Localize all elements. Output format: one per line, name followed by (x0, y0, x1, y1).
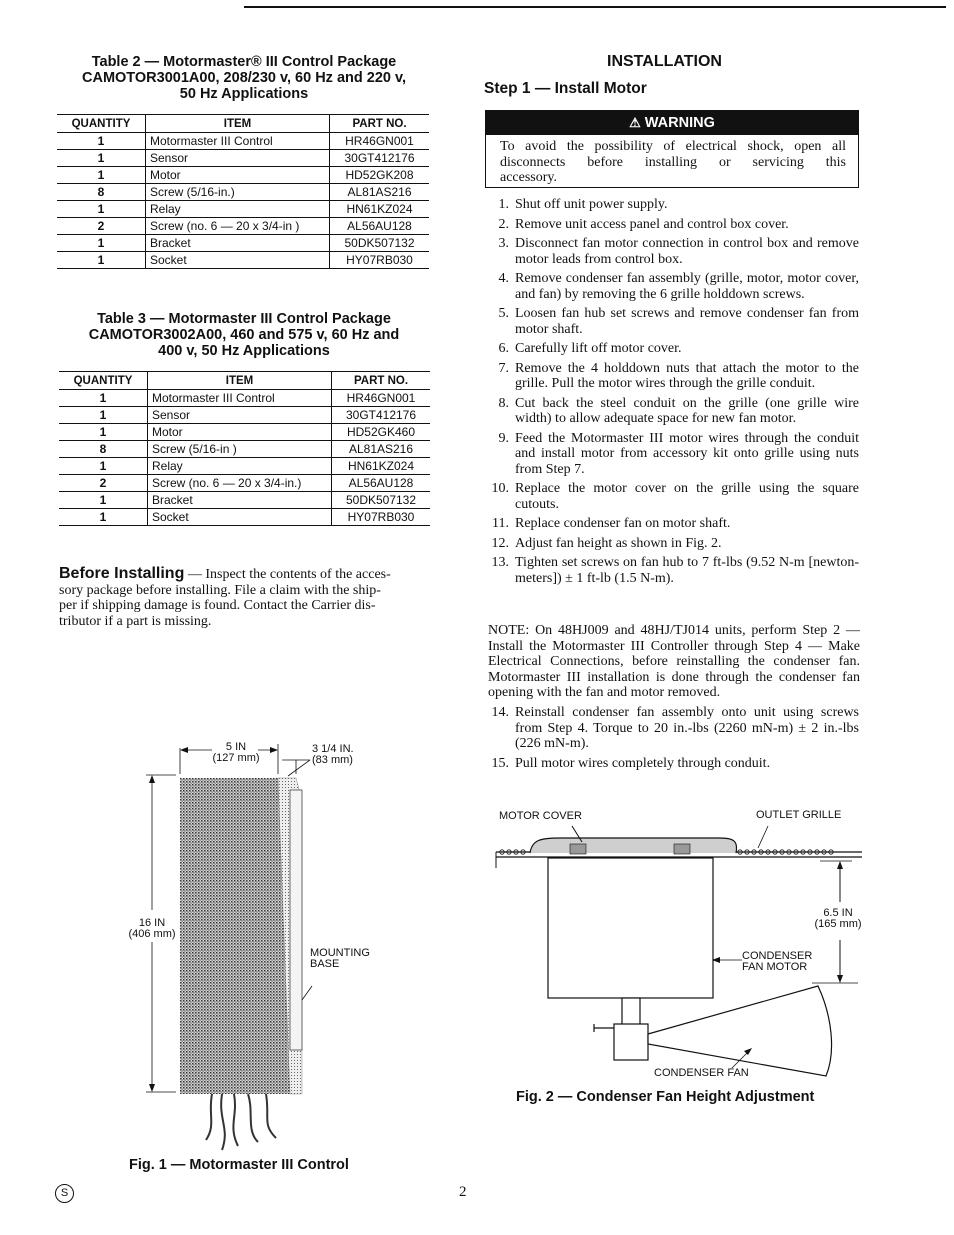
install-step-text: Pull motor wires completely through conduit. (515, 755, 771, 771)
motor-cover-bracket-left (570, 844, 586, 854)
table2 (57, 114, 429, 269)
installation-heading: INSTALLATION (607, 53, 722, 70)
fig1-mounting-line2: BASE (310, 958, 340, 970)
warning-header (486, 111, 858, 135)
table3-title-line1: Table 3 — Motormaster III Control Package (97, 311, 391, 327)
table2-cell-quantity: 1 (57, 133, 146, 150)
table3-row (59, 458, 430, 475)
fig1-caption: Fig. 1 — Motormaster III Control (129, 1157, 349, 1173)
step1-heading: Step 1 — Install Motor (484, 80, 647, 97)
install-step-text: Shut off unit power supply. (515, 197, 668, 212)
fig2-drawing (490, 820, 870, 1090)
control-body (180, 778, 296, 1094)
install-step-number: 1. (498, 197, 509, 212)
table3-header-quantity: QUANTITY (59, 372, 148, 390)
install-step-number: 8. (498, 395, 509, 411)
fig1-mounting-base-label (310, 948, 370, 970)
table2-cell-quantity: 1 (57, 252, 146, 269)
before-installing-line1: — Inspect the contents of the acces- (184, 567, 391, 582)
warning-text (486, 135, 858, 190)
table3-cell-part-number: HY07RB030 (332, 509, 431, 526)
table3-cell-item: Relay (148, 458, 332, 475)
table2-title-line1: Table 2 — Motormaster® III Control Package (91, 54, 397, 70)
table2-cell-item: Motor (146, 167, 330, 184)
table2-row (57, 218, 429, 235)
fig1-dim-width (196, 742, 276, 764)
table3-row (59, 475, 430, 492)
fig2-height-mm: (165 mm) (814, 918, 862, 930)
install-step-number: 2. (498, 216, 509, 232)
fig1-dim-depth (312, 744, 354, 766)
table3-row (59, 509, 430, 526)
install-note: NOTE: On 48HJ009 and 48HJ/TJ014 units, perform Step 2 — Install the Motormaster III Controller through Step 4 — Make Electrical Connections, before reinstalling the condenser fan. Motormaster III installation is done through the condenser fan opening with the fan and motor removed. (488, 623, 860, 700)
motor-cover-bracket-right (674, 844, 690, 854)
fig2-motor-label (742, 951, 812, 973)
footer-registered-mark (55, 1184, 74, 1203)
fig1-drawing (120, 730, 400, 1160)
table2-cell-part-number: AL81AS216 (330, 184, 430, 201)
table3-cell-item: Screw (no. 6 — 20 x 3/4-in.) (148, 475, 332, 492)
fig1-dim-depth-mm: (83 mm) (312, 754, 353, 766)
table3-cell-part-number: HN61KZ024 (332, 458, 431, 475)
install-step (483, 341, 859, 357)
fig1-dim-height (124, 918, 180, 940)
install-step (483, 306, 859, 337)
install-step-number: 7. (498, 360, 509, 376)
install-step (483, 481, 859, 512)
warning-line1: To avoid the possibility of electrical shock, open all (500, 139, 846, 154)
install-step-text: Feed the Motormaster III motor wires through the conduit and install motor from accessory kit onto grille using nuts from Step 7. (515, 430, 859, 477)
fig1-dim-height-mm: (406 mm) (128, 928, 176, 940)
table2-row (57, 252, 429, 269)
table2-header-row (57, 115, 429, 133)
install-step (483, 555, 859, 586)
table3-cell-item: Bracket (148, 492, 332, 509)
dim-width-arrowhead-left (180, 747, 188, 753)
fig1-mounting-line1: MOUNTING (310, 947, 370, 959)
table2-cell-part-number: HD52GK208 (330, 167, 430, 184)
install-step-number: 13. (491, 555, 509, 570)
table3-cell-item: Sensor (148, 407, 332, 424)
table3-cell-item: Socket (148, 509, 332, 526)
install-step-number: 3. (498, 236, 509, 251)
install-step (483, 705, 859, 752)
fig2-fan-label: CONDENSER FAN (654, 1067, 749, 1079)
install-step-text: Adjust fan height as shown in Fig. 2. (515, 535, 722, 551)
install-step-number: 6. (498, 341, 509, 356)
table2-cell-quantity: 2 (57, 218, 146, 235)
warning-title: WARNING (644, 115, 715, 131)
install-step-number: 5. (498, 306, 509, 321)
before-installing-line3: per if shipping damage is found. Contact the Carrier dis- (59, 598, 376, 613)
table2-header-quantity: QUANTITY (57, 115, 146, 133)
install-step (483, 431, 859, 478)
table2-header-item: ITEM (146, 115, 330, 133)
install-step (483, 361, 859, 392)
dim-height-arrowhead-top (837, 861, 843, 869)
table3-header-item: ITEM (148, 372, 332, 390)
table2-row (57, 235, 429, 252)
fig1-dim-width-mm: (127 mm) (212, 752, 260, 764)
table3-header-row (59, 372, 430, 390)
fig1-dim-depth-in: 3 1/4 IN. (312, 743, 354, 755)
mounting-base (290, 790, 302, 1050)
table3-title (52, 311, 436, 359)
dim-height-arrowhead-top (149, 775, 155, 783)
mounting-base-leader (302, 986, 312, 1000)
install-step-number: 9. (498, 430, 509, 446)
table2-cell-quantity: 8 (57, 184, 146, 201)
fig2-height-in: 6.5 IN (823, 907, 853, 919)
install-step-text: Carefully lift off motor cover. (515, 341, 682, 356)
table3-cell-item: Motormaster III Control (148, 390, 332, 407)
install-step-number: 14. (491, 705, 509, 720)
table2-cell-part-number: 30GT412176 (330, 150, 430, 167)
table2-cell-item: Motormaster III Control (146, 133, 330, 150)
install-step (483, 197, 859, 213)
page-number: 2 (459, 1184, 467, 1200)
table2-cell-quantity: 1 (57, 150, 146, 167)
before-installing-heading: Before Installing (59, 565, 185, 582)
table2-row (57, 201, 429, 218)
fig2-motor-line2: FAN MOTOR (742, 961, 808, 973)
table3-title-line2: CAMOTOR3002A00, 460 and 575 v, 60 Hz and (88, 327, 400, 343)
table3-cell-part-number: AL81AS216 (332, 441, 431, 458)
condenser-fan-motor (548, 858, 713, 998)
table2-row (57, 133, 429, 150)
table2-title (52, 54, 436, 102)
fig1-dim-width-in: 5 IN (225, 741, 247, 753)
before-installing-line4: tributor if a part is missing. (59, 613, 212, 629)
before-installing-paragraph (59, 566, 435, 629)
fig2-outlet-grille-label: OUTLET GRILLE (756, 809, 842, 821)
warning-triangle-icon: ⚠ (629, 115, 641, 130)
table2-cell-part-number: AL56AU128 (330, 218, 430, 235)
install-step-number: 12. (491, 535, 509, 551)
table2-title-line2: CAMOTOR3001A00, 208/230 v, 60 Hz and 220 v, (82, 70, 406, 86)
dim-height-arrowhead-bottom (837, 975, 843, 983)
table3-header-part: PART NO. (332, 372, 431, 390)
table2-cell-part-number: 50DK507132 (330, 235, 430, 252)
table2-cell-part-number: HR46GN001 (330, 133, 430, 150)
table3-cell-part-number: HR46GN001 (332, 390, 431, 407)
table3-cell-part-number: AL56AU128 (332, 475, 431, 492)
table2-row (57, 150, 429, 167)
install-step-number: 11. (492, 516, 509, 531)
install-step (483, 396, 859, 427)
table3-cell-quantity: 1 (59, 407, 148, 424)
control-wires (206, 1094, 276, 1150)
table2-cell-item: Bracket (146, 235, 330, 252)
table2-cell-quantity: 1 (57, 201, 146, 218)
install-step-text: Disconnect fan motor connection in control box and remove motor leads from control box. (515, 236, 859, 267)
install-step (483, 536, 859, 552)
registered-icon: S (60, 1187, 69, 1199)
table2-row (57, 184, 429, 201)
outlet-grille-leader (758, 826, 768, 848)
install-step-number: 10. (491, 481, 509, 496)
table3-row (59, 407, 430, 424)
install-steps-list (483, 197, 859, 590)
install-steps-list-continued (483, 705, 859, 775)
table3-cell-part-number: 30GT412176 (332, 407, 431, 424)
warning-box (485, 110, 859, 188)
table3-cell-quantity: 2 (59, 475, 148, 492)
install-step-text: Replace the motor cover on the grille using the square cutouts. (515, 481, 859, 512)
fig2-motor-line1: CONDENSER (742, 950, 813, 962)
install-step-text: Reinstall condenser fan assembly onto unit using screws from Step 4. Torque to 20 in.-lbs (2260 mN-m) ± 2 in.-lbs (226 mN-m). (515, 705, 859, 751)
table2-cell-quantity: 1 (57, 235, 146, 252)
table3-cell-part-number: 50DK507132 (332, 492, 431, 509)
fan-hub (614, 1024, 648, 1060)
table3-body (59, 390, 430, 526)
table3-cell-quantity: 1 (59, 458, 148, 475)
table3-cell-item: Screw (5/16-in ) (148, 441, 332, 458)
table2-cell-item: Relay (146, 201, 330, 218)
table3-row (59, 424, 430, 441)
fig2-caption: Fig. 2 — Condenser Fan Height Adjustment (516, 1089, 815, 1105)
install-step (483, 217, 859, 233)
dim-height-arrowhead-bottom (149, 1084, 155, 1092)
table3-cell-quantity: 1 (59, 492, 148, 509)
dim-depth-leader2 (288, 760, 310, 776)
install-step-text: Loosen fan hub set screws and remove condenser fan from motor shaft. (515, 306, 859, 337)
table3 (59, 371, 430, 526)
top-rule (244, 6, 946, 8)
install-step-number: 4. (498, 271, 509, 286)
table2-header-part: PART NO. (330, 115, 430, 133)
motor-cover (530, 838, 737, 853)
table2-cell-item: Screw (no. 6 — 20 x 3/4-in ) (146, 218, 330, 235)
condenser-fan-blade (648, 986, 832, 1076)
install-step-text: Cut back the steel conduit on the grille (one grille wire width) to allow adequate space for new fan motor. (515, 395, 859, 426)
fig1-dim-height-in: 16 IN (138, 917, 166, 929)
table3-row (59, 441, 430, 458)
table3-cell-item: Motor (148, 424, 332, 441)
table3-row (59, 492, 430, 509)
fig2-motor-cover-label: MOTOR COVER (499, 810, 582, 822)
table3-cell-quantity: 1 (59, 509, 148, 526)
install-step (483, 236, 859, 267)
table2-row (57, 167, 429, 184)
install-step (483, 271, 859, 302)
table2-cell-item: Sensor (146, 150, 330, 167)
install-step-text: Remove the 4 holddown nuts that attach the motor to the grille. Pull the motor wires through the grille conduit. (515, 360, 859, 391)
table3-cell-quantity: 1 (59, 424, 148, 441)
table2-cell-part-number: HN61KZ024 (330, 201, 430, 218)
fig2-height-label (812, 908, 864, 930)
before-installing-line2: sory package before installing. File a claim with the ship- (59, 582, 381, 598)
install-step-text: Remove condenser fan assembly (grille, motor, motor cover, and fan) by removing the 6 grille holddown screws. (515, 271, 859, 302)
table3-cell-quantity: 8 (59, 441, 148, 458)
table2-cell-item: Screw (5/16-in.) (146, 184, 330, 201)
table3-title-line3: 400 v, 50 Hz Applications (158, 343, 330, 359)
table3-cell-part-number: HD52GK460 (332, 424, 431, 441)
install-step-text: Tighten set screws on fan hub to 7 ft-lbs (9.52 N-m [newton-meters]) ± 1 ft-lb (1.5 N-m). (515, 555, 859, 586)
warning-line3: accessory. (500, 170, 558, 185)
install-step (483, 516, 859, 532)
table2-body (57, 133, 429, 269)
table2-cell-quantity: 1 (57, 167, 146, 184)
warning-line2: disconnects before installing or servicing this (500, 154, 846, 170)
table2-title-line3: 50 Hz Applications (179, 86, 309, 102)
table2-cell-part-number: HY07RB030 (330, 252, 430, 269)
install-step-text: Remove unit access panel and control box cover. (515, 216, 789, 232)
table3-row (59, 390, 430, 407)
table2-cell-item: Socket (146, 252, 330, 269)
install-step (483, 756, 859, 772)
install-step-number: 15. (491, 755, 509, 771)
install-step-text: Replace condenser fan on motor shaft. (515, 516, 731, 531)
table3-cell-quantity: 1 (59, 390, 148, 407)
